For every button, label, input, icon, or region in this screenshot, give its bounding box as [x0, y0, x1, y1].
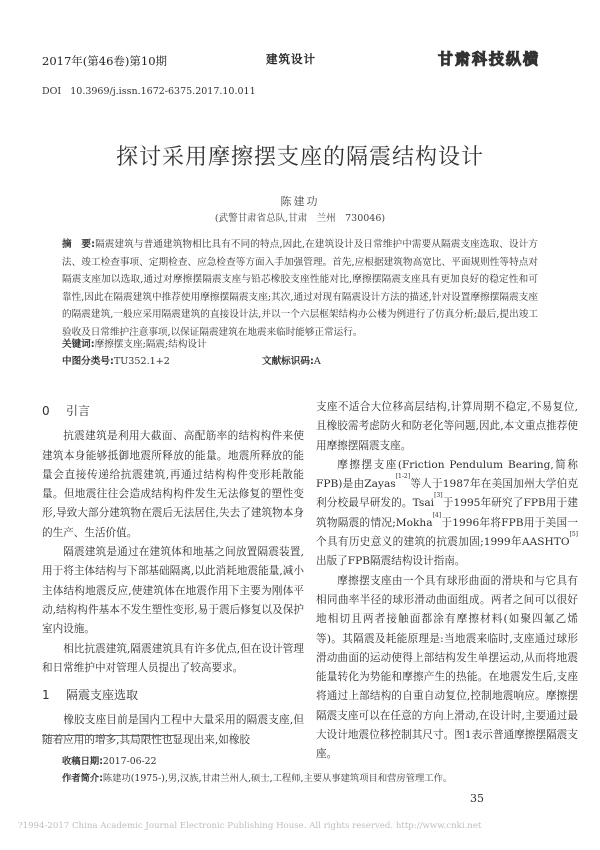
author-affiliation: (武警甘肃省总队,甘肃 兰州 730046) — [214, 213, 386, 224]
journal-issue: 2017年(第46卷)第10期 — [42, 54, 168, 68]
clc-value: TU352.1+2 — [113, 356, 170, 367]
paragraph: 抗震建筑是利用大截面、高配筋率的结构构件来使建筑本身能够抵御地震所释放的能量。地震所释放的能量会直接传递给抗震建筑,再通过结构构件变形耗散能量。但地震往往会造成结构构件发生无法修复的塑性变形,导致大部分建筑物在震后无法居住,失去了建筑物本身的生产、生活价值。 — [42, 430, 304, 539]
citation[interactable]: [3] — [434, 492, 443, 500]
footnote-received-date — [62, 753, 157, 767]
section-title: 引言 — [66, 404, 91, 418]
document-code — [262, 353, 321, 367]
keywords-text: 摩擦摆支座;隔震;结构设计 — [94, 339, 207, 350]
keywords-label: 关键词: — [62, 339, 95, 350]
citation[interactable]: [4] — [432, 511, 442, 519]
section-label: 建筑设计 — [266, 52, 316, 66]
citation[interactable]: [5] — [569, 531, 578, 539]
author-name: 陈建功 — [280, 195, 320, 208]
doi-value[interactable]: 10.3969/j.issn.1672-6375.2017.10.011 — [70, 86, 256, 97]
keywords — [62, 336, 207, 350]
paragraph: 支座不适合大位移高层结构,计算周期不稳定,不易复位,且橡胶需考虑防火和防老化等问题,因此,本文重点推荐使用摩擦摆隔震支座。 — [316, 401, 578, 452]
citation[interactable]: [1-2] — [395, 473, 411, 481]
abstract-text: 隔震建筑与普通建筑物相比具有不同的特点,因此,在建筑设计及日常维护中需要从隔震支座选取、设计方法、竣工检查事项、定期检查、应急检查等方面入手加强管理。首先,应根据建筑物高宽比、平面规则性等特点对隔震支座加以选取,通过对摩擦摆隔震支座与铅芯橡胶支座性能对比,摩擦摆隔震支座具有更加良好的稳定性和可靠性,因此在隔震建筑中推荐使用摩擦摆隔震支座;其次,通过对现有隔震设计方法的描述,针对设置摩擦摆隔震支座的隔震建筑,一般应采用隔震建筑的直接设计法,并以一个六层框架结构办公楼为例进行了仿真分析;最后,提出竣工验收及日常维护注意事项,以保证隔震建筑在地震来临时能够正常运行。 — [62, 239, 538, 338]
paragraph: 摩擦摆支座由一个具有球形曲面的滑块和与它具有相同曲率半径的球形滑动曲面组成。两者之间可以很好地相切且两者接触面都涂有摩擦材料(如聚四氟乙烯等)。其隔震及耗能原理是:当地震来临时,支座通过球形滑动曲面的运动使得上部结构发生单摆运动,从而将地震能量转化为势能和摩擦产生的热能。在地震发生后,支座将通过上部结构的自重自动复位,控制地震响应。摩擦摆隔震支座可以在任意的方向上滑动,在设计时,主要通过最大设计地震位移控制其尺寸。图1表示普通摩擦摆隔震支座。 — [316, 574, 578, 761]
bio-text: 陈建功(1975-),男,汉族,甘肃兰州人,硕士,工程师,主要从事建筑项目和营房管理工作。 — [102, 773, 453, 784]
paper-title: 探讨采用摩擦摆支座的隔震结构设计 — [115, 145, 484, 170]
doc-code-value: A — [313, 356, 321, 367]
footnote-author-bio — [62, 770, 452, 784]
abstract-label: 摘 要: — [62, 239, 95, 250]
clc-label: 中图分类号: — [62, 356, 114, 367]
text-run: 出版了FPB隔震结构设计指南。 — [316, 555, 466, 568]
text-run: 等人于1987年在美国加州大学伯克利分校最早研发的。Tsai — [316, 478, 578, 510]
section-number: 1 — [42, 688, 50, 703]
doc-code-label: 文献标识码: — [262, 356, 314, 367]
clc-number — [62, 353, 170, 367]
bio-label: 作者简介: — [62, 773, 103, 784]
paragraph: 隔震建筑是通过在建筑体和地基之间放置隔震装置,用于将主体结构与下部基础隔离,以此消耗地震能量,减小主体结构地震反应,使建筑体在地震作用下主要为刚体平动,结构构件基本不发生塑性变形,易于震后修复以及保护室内设施。 — [42, 546, 304, 636]
section-heading-bearing-selection — [42, 686, 304, 705]
doi-label: DOI — [42, 86, 62, 97]
section-number: 0 — [42, 404, 50, 418]
paragraph — [316, 456, 578, 572]
footnote-divider — [42, 735, 177, 736]
doi-line — [42, 86, 256, 97]
body-column-right — [316, 398, 578, 765]
received-date: 2017-06-22 — [102, 756, 157, 767]
paragraph: 橡胶支座目前是国内工程中大量采用的隔震支座,但随着应用的增多,其局限性也显现出来,如橡胶 — [42, 714, 304, 746]
page-number: 35 — [470, 792, 484, 805]
received-label: 收稿日期: — [62, 756, 103, 767]
text-run: 于1995年研究了FPB用于建筑物隔震的情况;Mokha — [316, 497, 578, 529]
section-title: 隔震支座选取 — [66, 688, 139, 703]
section-heading-introduction — [42, 402, 304, 421]
abstract — [62, 236, 538, 341]
journal-logo: 甘肃科技纵横 — [438, 50, 541, 68]
copyright-notice: ?1994-2017 China Academic Journal Electronic Publishing House. All rights reserved. http://www.cnki.net — [18, 821, 482, 831]
text-run: 摩擦摆支座(Friction Pendulum Bearing,简称FPB)是由Zayas — [316, 458, 578, 491]
paragraph: 相比抗震建筑,隔震建筑具有许多优点,但在设计管理和日常维护中对管理人员提出了较高要求。 — [42, 642, 304, 674]
text-run: 于1996年将FPB用于美国一个具有历史意义的建筑的抗震加固;1999年AASHTO — [316, 516, 578, 549]
body-column-left — [42, 398, 304, 750]
